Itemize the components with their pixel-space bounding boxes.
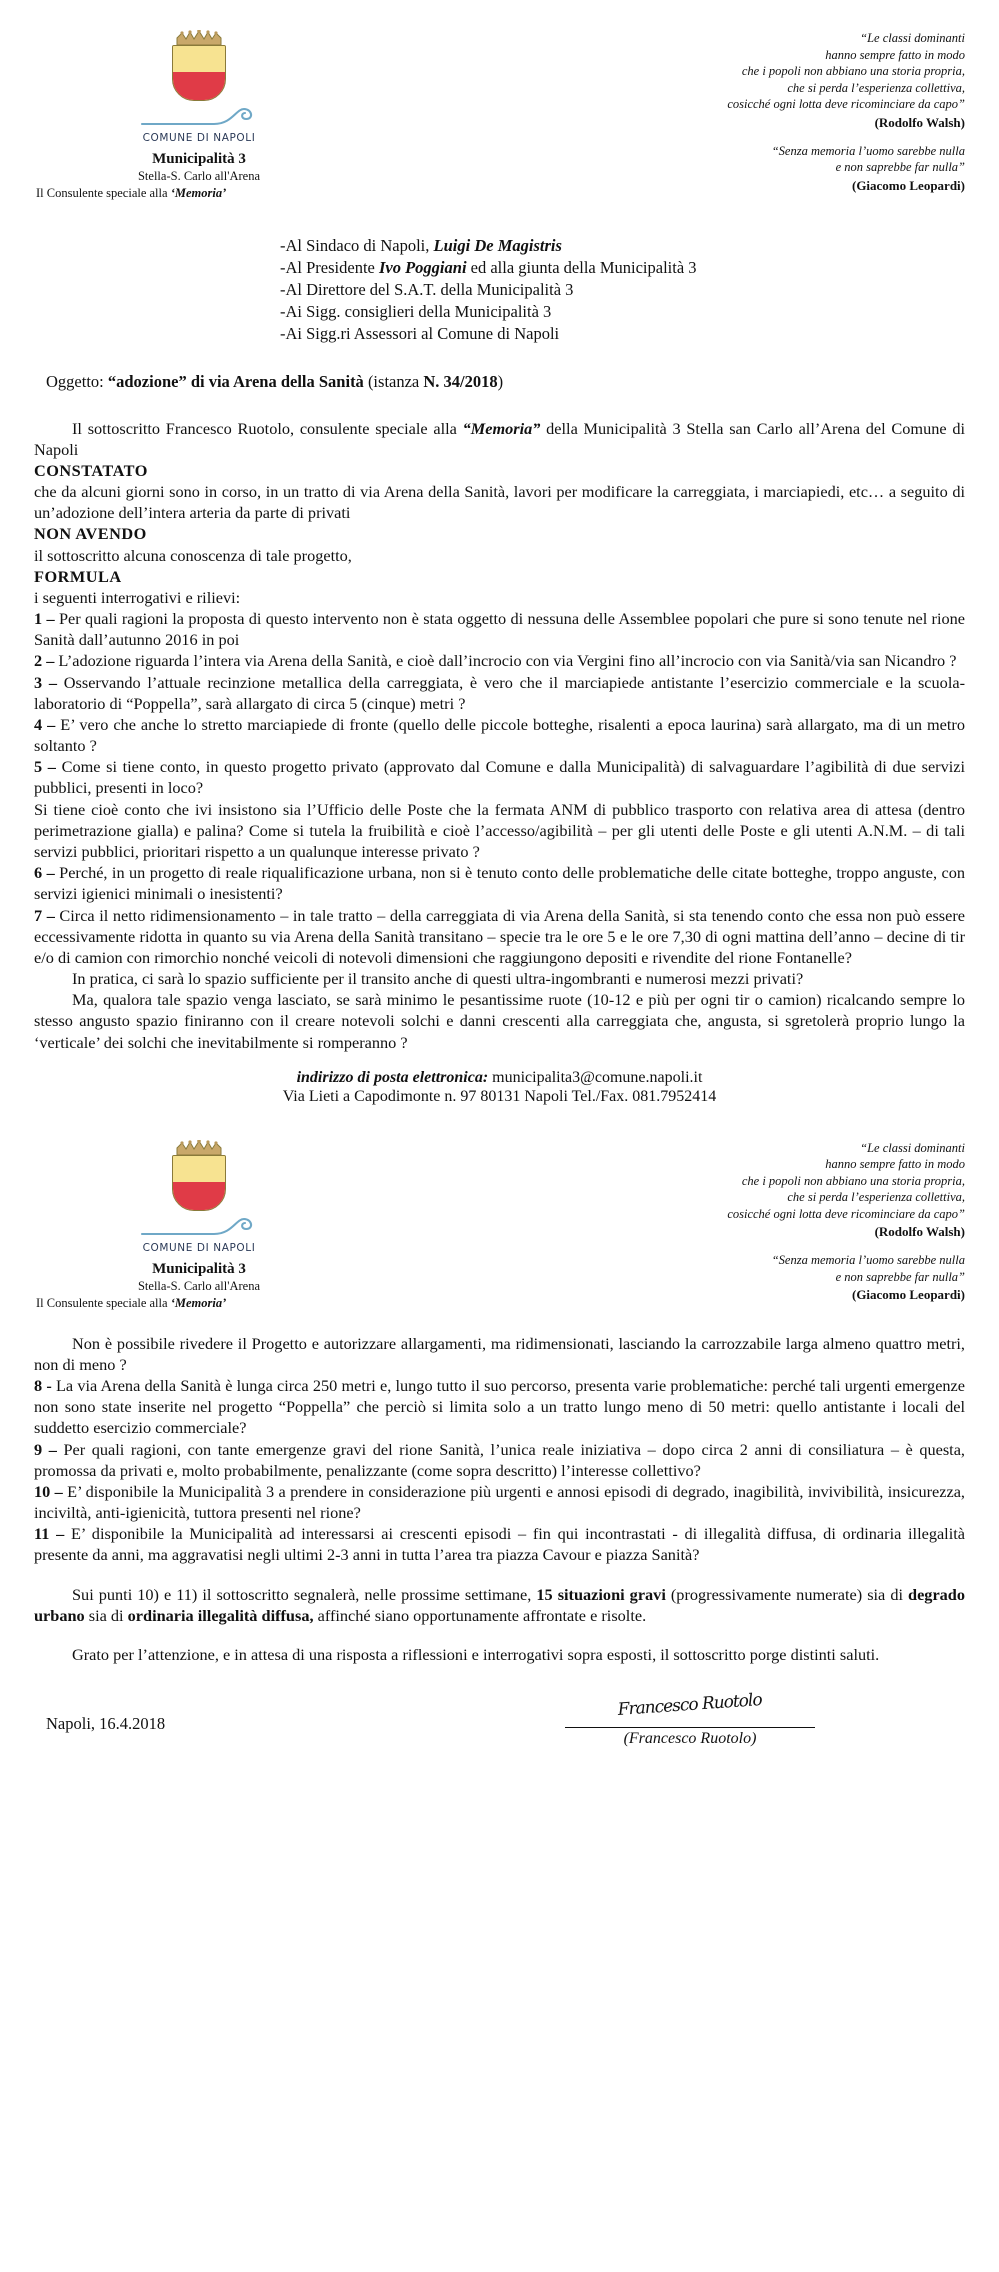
intro-part-b: della Municipalità 3 Stella san Carlo all’Arena del Comune di Napoli <box>34 418 966 459</box>
signature-name: (Francesco Ruotolo) <box>623 1730 757 1748</box>
letterhead-page2 <box>34 1136 965 1311</box>
quote-rodolfo-walsh <box>405 30 965 131</box>
quote-giacomo-leopardi <box>405 1252 965 1303</box>
item-text: Perché, in un progetto di reale riqualificazione urbana, non si è tenuto conto delle problematiche delle citate botteghe, troppo anguste, con servizi igienici minimali o inesistenti? <box>34 863 965 904</box>
letter-body <box>34 418 965 1053</box>
comune-di-napoli-logo <box>139 1140 259 1254</box>
quote2-line-1: e non saprebbe far nulla” <box>835 1269 965 1284</box>
paragraph-grato: Grato per l’attenzione, e in attesa di una risposta a riflessioni e interrogativi sopra esposti, il sottoscritto porge distinti saluti. <box>72 1644 880 1664</box>
quote1-line-1: hanno sempre fatto in modo <box>825 47 965 62</box>
paragraph-in-pratica: In pratica, ci sarà lo spazio sufficiente per il transito anche di questi ultra-ingombranti e numerosi mezzi privati? <box>72 969 804 989</box>
numbered-item <box>34 862 965 904</box>
quote1-line-2: che i popoli non abbiano una storia propria, <box>741 1173 965 1188</box>
subject-text: “adozione” di via Arena della Sanità <box>107 371 364 391</box>
quote1-line-1: hanno sempre fatto in modo <box>825 1157 965 1172</box>
municipality-title: Municipalità 3 <box>152 151 246 167</box>
item-number: 10 – <box>34 1481 68 1501</box>
logo-caption: COMUNE DI NAPOLI <box>142 132 256 144</box>
item-number: 5 – <box>34 757 62 777</box>
handwritten-signature: Francesco Ruotolo <box>617 1690 763 1721</box>
addressee-post: ed alla giunta della Municipalità 3 <box>466 258 697 278</box>
subject-close: ) <box>497 371 504 391</box>
addressee-item: -Ai Sigg.ri Assessori al Comune di Napoli <box>280 324 560 344</box>
quote1-line-3: che si perda l’esperienza collettiva, <box>787 80 965 95</box>
consultant-prefix: Il Consulente speciale alla <box>36 1295 171 1310</box>
quote1-line-3: che si perda l’esperienza collettiva, <box>787 1190 965 1205</box>
letterhead-left <box>34 26 364 201</box>
letterhead-quotes-page2 <box>405 1136 965 1304</box>
numbered-item <box>34 1375 965 1439</box>
consultant-memoria: ‘Memoria’ <box>170 186 227 200</box>
subject-line <box>46 372 965 392</box>
quote2-line-1: e non saprebbe far nulla” <box>835 160 965 175</box>
punti-illegalita: ordinaria illegalità diffusa, <box>127 1605 314 1625</box>
page-break <box>34 1106 965 1132</box>
addressee-name: Ivo Poggiani <box>378 258 467 278</box>
shield-icon <box>172 1155 226 1211</box>
quote2-line-0: “Senza memoria l’uomo sarebbe nulla <box>771 143 965 158</box>
consultant-line <box>34 186 364 201</box>
quote1-line-0: “Le classi dominanti <box>860 31 965 45</box>
addressee-list <box>34 235 965 346</box>
intro-part-a: Il sottoscritto Francesco Ruotolo, consulente speciale alla <box>72 418 463 438</box>
punti-part-c: (progressivamente numerate) sia di <box>665 1584 909 1604</box>
addressee-item: -Ai Sigg. consiglieri della Municipalità 3 <box>280 302 552 322</box>
item-number: 7 – <box>34 905 60 925</box>
item-text: La via Arena della Sanità è lunga circa 250 metri e, lungo tutto il suo percorso, presenta varie problematiche: perché tali urgenti emergenze non sono state inserite nel progetto “Poppella” che perciò si limita solo a un tratto lungo meno di 50 metri: quello antistante i locali del suddetto esercizio commerciale? <box>34 1376 966 1438</box>
numbered-item <box>34 650 965 671</box>
paragraph-non-avendo: il sottoscritto alcuna conoscenza di tale progetto, <box>34 545 352 565</box>
subject-tail: (istanza <box>363 371 424 391</box>
municipality-subtitle: Stella-S. Carlo all'Arena <box>137 1278 260 1293</box>
numbered-item <box>34 1439 965 1481</box>
crown-icon <box>173 30 225 46</box>
quote-giacomo-leopardi <box>405 143 965 194</box>
address-line: Via Lieti a Capodimonte n. 97 80131 Napoli Tel./Fax. 081.7952414 <box>282 1087 717 1105</box>
logo-caption: COMUNE DI NAPOLI <box>142 1241 256 1254</box>
municipality-subtitle: Stella-S. Carlo all'Arena <box>137 169 260 183</box>
shield-icon <box>172 45 226 101</box>
quote1-line-2: che i popoli non abbiano una storia propria, <box>741 64 965 78</box>
wave-icon <box>140 1215 258 1244</box>
numbered-item <box>34 1481 965 1523</box>
item-text: E’ vero che anche lo stretto marciapiede di fronte (quello delle piccole botteghe, risalenti a epoca laurina) sarà allargato, ma di un metro soltanto ? <box>34 714 965 756</box>
addressee-item <box>280 235 965 257</box>
quote2-source: (Giacomo Leopardi) <box>851 177 965 193</box>
heading-non-avendo: NON AVENDO <box>34 524 147 544</box>
punti-part-e: sia di <box>84 1605 128 1625</box>
item-text: E’ disponibile la Municipalità ad interessarsi ai crescenti episodi – fin qui incontrastati - di illegalità diffusa, di ordinaria illegalità presente da anni, ma aggravatisi negli ultimi 2-3 anni in tutta l’area tra piazza Cavour e piazza Sanità? <box>34 1524 965 1565</box>
heading-formula: FORMULA <box>34 566 122 586</box>
paragraph-punti <box>34 1584 965 1626</box>
consultant-prefix: Il Consulente speciale alla <box>36 186 171 200</box>
consultant-line <box>34 1296 364 1311</box>
intro-memoria: “Memoria” <box>462 418 541 438</box>
quote-rodolfo-walsh <box>405 1140 965 1241</box>
city-date: Napoli, 16.4.2018 <box>46 1714 166 1734</box>
paragraph-constatato: che da alcuni giorni sono in corso, in un tratto di via Arena della Sanità, lavori per modificare la carreggiata, i marciapiedi, etc… a seguito di un’adozione dell’intera arteria da parte di privati <box>34 482 965 523</box>
item-number: 2 – <box>34 651 59 671</box>
quote1-source: (Rodolfo Walsh) <box>874 1224 965 1240</box>
item-text: Come si tiene conto, in questo progetto privato (approvato dal Comune e dalla Municipalità) di salvaguardare l’agibilità di due servizi pubblici, presenti in loco? <box>34 757 966 798</box>
item-number: 8 - <box>34 1376 56 1396</box>
paragraph-qualora: Ma, qualora tale spazio venga lasciato, se sarà minimo le pesantissime ruote (10-12 e più per ogni tir o camion) ricalcando sempre lo stesso angusto spazio finiranno con il creare notevoli solchi e danni crescenti alla carreggiata che, angusta, si sgretolerà proprio lungo la ‘verticale’ dei solchi che inevitabilmente si romperanno ? <box>34 990 965 1052</box>
numbered-item <box>34 756 965 798</box>
item-number: 1 – <box>34 609 59 629</box>
addressee-pre: -Al Presidente <box>280 258 379 278</box>
letterhead <box>34 26 965 201</box>
crown-icon <box>173 1140 225 1156</box>
addressee-item <box>280 257 965 279</box>
crest-icon <box>171 1140 227 1211</box>
punti-part-a: Sui punti 10) e 11) il sottoscritto segnalerà, nelle prossime settimane, <box>72 1584 537 1604</box>
punti-degrado: degrado urbano <box>34 1584 965 1625</box>
heading-constatato: CONSTATATO <box>34 460 148 480</box>
subject-label: Oggetto: <box>46 371 108 391</box>
item-text: Per quali ragioni, con tante emergenze gravi del rione Sanità, l’unica reale iniziativa – dopo circa 2 anni di consiliatura – è questa, promossa da privati e, molto probabilmente, penalizzante (come sopra descritto) l’interesse collettivo? <box>34 1439 965 1480</box>
numbered-item <box>34 714 965 756</box>
punti-part-g: affinché siano opportunamente affrontate e risolte. <box>313 1605 647 1625</box>
item-number: 11 – <box>34 1524 71 1544</box>
numbered-item <box>34 608 965 650</box>
letterhead-left-page2 <box>34 1136 364 1311</box>
numbered-item <box>34 1523 965 1565</box>
contact-footer <box>34 1069 965 1106</box>
municipality-title: Municipalità 3 <box>152 1260 246 1277</box>
quote1-source: (Rodolfo Walsh) <box>874 114 965 130</box>
wave-icon <box>140 105 258 134</box>
item-number: 3 – <box>34 672 64 692</box>
item-text: L’adozione riguarda l’intera via Arena della Sanità, e cioè dall’incrocio con via Vergini fino all’incrocio con via Sanità/via san Nicandro ? <box>58 651 957 671</box>
quote1-line-4: cosicché ogni lotta deve ricominciare da capo” <box>727 1206 965 1221</box>
comune-di-napoli-logo <box>139 30 259 144</box>
item-number: 4 – <box>34 714 61 734</box>
addressee-name: Luigi De Magistris <box>433 236 562 255</box>
crest-icon <box>171 30 227 101</box>
addressee-pre: -Al Sindaco di Napoli, <box>280 236 434 255</box>
consultant-memoria: ‘Memoria’ <box>170 1295 227 1310</box>
punti-count: 15 situazioni gravi <box>536 1584 666 1604</box>
quote1-line-0: “Le classi dominanti <box>860 1140 965 1155</box>
quote2-source: (Giacomo Leopardi) <box>851 1287 965 1303</box>
subject-instance-number: N. 34/2018 <box>423 371 498 391</box>
paragraph-non-possibile: Non è possibile rivedere il Progetto e autorizzare allargamenti, ma ridimensionati, lasciando la carrozzabile larga almeno quattro metri, non di meno ? <box>34 1333 965 1374</box>
email-address[interactable]: municipalita3@comune.napoli.it <box>492 1068 703 1086</box>
item-text: Osservando l’attuale recinzione metallica della carreggiata, è vero che il marciapiede antistante l’esercizio commerciale e la scuola-laboratorio di “Poppella”, sarà allargato di circa 5 (cinque) metri ? <box>34 672 965 713</box>
email-line <box>34 1069 965 1087</box>
item-continuation: Si tiene cioè conto che ivi insistono sia l’Ufficio delle Poste che la fermata ANM di pubblico trasporto con relativa area di attesa (dentro perimetrazione gialla) e palina? Come si tutela la fruibilità e cioè l’accesso/agibilità – per gli utenti delle Poste e gli utenti A.N.M. – di tali servizi pubblici, prioritari rispetto a un qualunque interesse privato ? <box>34 799 965 861</box>
numbered-item <box>34 905 965 969</box>
letter-body-page2 <box>34 1333 965 1665</box>
addressee-item: -Al Direttore del S.A.T. della Municipalità 3 <box>280 280 574 300</box>
item-text: Circa il netto ridimensionamento – in tale tratto – della carreggiata di via Arena della Sanità, si sta tenendo conto che essa non può essere eccessivamente ridotta in quanto su via Arena della Sanità transitano – specie tra le ore 5 e le ore 7,30 di ogni mattina dell’anno – decine di tir e/o di camion con rimorchio nonché veicoli di notevoli dimensioni che raggiungono depositi e rivendite del rione Fontanelle? <box>34 905 965 967</box>
paragraph-formula: i seguenti interrogativi e rilievi: <box>34 587 241 607</box>
quote2-line-0: “Senza memoria l’uomo sarebbe nulla <box>771 1253 965 1268</box>
email-label: indirizzo di posta elettronica: <box>296 1068 493 1086</box>
quote1-line-4: cosicché ogni lotta deve ricominciare da capo” <box>727 97 965 111</box>
item-number: 9 – <box>34 1439 64 1459</box>
letterhead-quotes <box>405 26 965 194</box>
numbered-item <box>34 672 965 714</box>
intro-paragraph <box>34 418 965 460</box>
item-number: 6 – <box>34 863 60 883</box>
signature-box <box>565 1690 815 1748</box>
item-text: Per quali ragioni la proposta di questo intervento non è stata oggetto di nessuna delle Assemblee popolari che pure si sono tenute nel rione Sanità dall’autunno 2016 in poi <box>34 609 965 650</box>
item-text: E’ disponibile la Municipalità 3 a prendere in considerazione più urgenti e annosi episodi di degrado, inagibilità, invivibilità, insicurezza, inciviltà, anti-igienicità, tuttora presenti nel rione? <box>34 1481 965 1523</box>
